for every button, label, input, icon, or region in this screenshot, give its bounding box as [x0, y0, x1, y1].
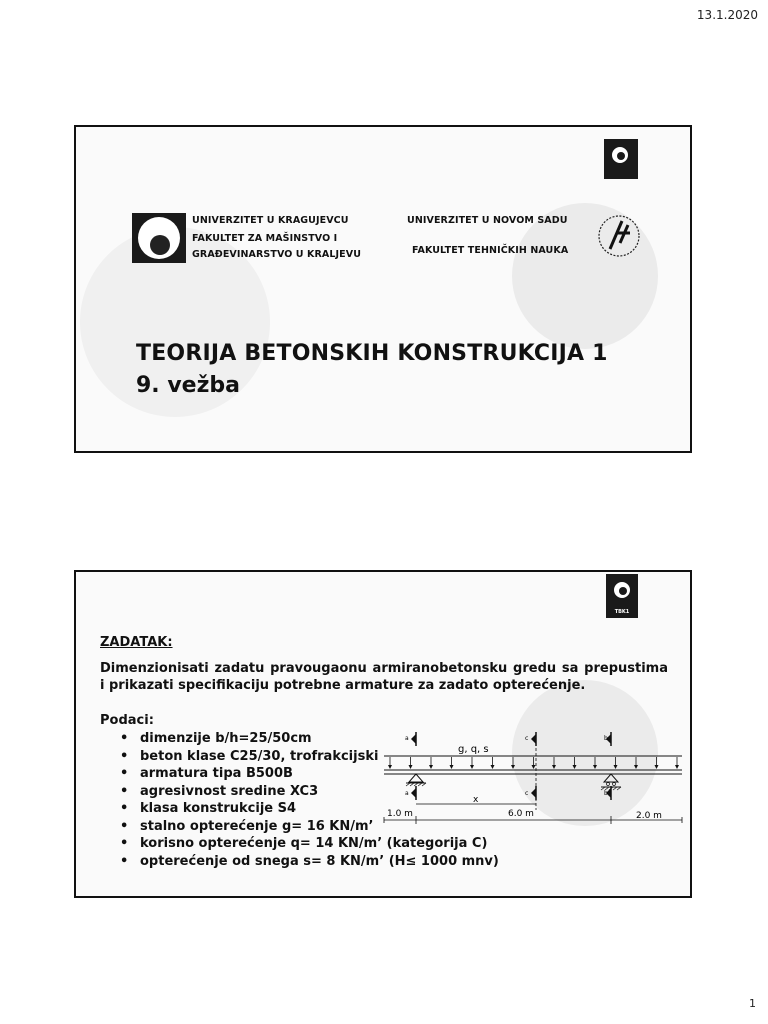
faculty-kraljevo-line2: GRAĐEVINARSTVO U KRALJEVU: [192, 249, 362, 260]
list-item: • korisno opterećenje q= 14 KN/m’ (kategorija C): [120, 835, 499, 853]
section-marker-a-top: [405, 732, 416, 746]
list-item: • agresivnost sredine XC3: [120, 783, 499, 801]
section-marker-c-top: [525, 732, 536, 746]
load-arrow-head: [532, 765, 536, 769]
load-arrow-head: [675, 765, 679, 769]
page-date: 13.1.2020: [696, 8, 758, 22]
load-arrows: [388, 757, 679, 769]
beam-diagram: [376, 730, 688, 826]
span-main-label: 6.0 m: [508, 809, 534, 819]
section-marker-a-bottom: [405, 786, 416, 800]
load-arrow-head: [470, 765, 474, 769]
university-novi-sad-name: UNIVERZITET U NOVOM SADU: [407, 215, 568, 226]
task-description: Dimenzionisati zadatu pravougaonu armiranobetonsku gredu sa prepustima i prikazati specifikaciju potrebne armature za zadato opterećenje.: [100, 661, 668, 693]
section-label: b: [604, 790, 608, 797]
section-marker-b-top: [604, 732, 611, 746]
faculty-technical-sciences: FAKULTET TEHNIČKIH NAUKA: [412, 245, 569, 256]
corner-logo: [604, 139, 638, 179]
load-arrow-head: [491, 765, 495, 769]
page-number: 1: [749, 997, 756, 1010]
list-item: • armatura tipa B500B: [120, 765, 499, 783]
load-arrow-head: [388, 765, 392, 769]
load-arrow-head: [573, 765, 577, 769]
section-label: c: [525, 790, 529, 797]
section-label: a: [405, 790, 409, 797]
university-kragujevac-name: UNIVERZITET U KRAGUJEVCU: [192, 215, 349, 226]
load-arrow-head: [511, 765, 515, 769]
load-arrow-head: [552, 765, 556, 769]
load-arrow-head: [429, 765, 433, 769]
task-slide: [74, 570, 692, 898]
load-arrow-head: [655, 765, 659, 769]
support-left: [406, 774, 426, 786]
span-right-label: 2.0 m: [636, 811, 662, 821]
x-label: x: [473, 795, 479, 805]
corner-logo: [606, 574, 638, 618]
course-title: TEORIJA BETONSKIH KONSTRUKCIJA 1: [136, 341, 608, 366]
load-label: g, q, s: [458, 744, 489, 755]
list-item: • dimenzije b/h=25/50cm: [120, 730, 499, 748]
span-left-label: 1.0 m: [387, 809, 413, 819]
load-arrow-head: [593, 765, 597, 769]
exercise-number: 9. vežba: [136, 373, 240, 398]
list-item: • beton klase C25/30, trofrakcijski: [120, 748, 499, 766]
section-marker-c-bottom: [525, 786, 536, 800]
section-label: a: [405, 735, 409, 742]
kragujevac-logo: [132, 213, 186, 263]
faculty-kraljevo-line1: FAKULTET ZA MAŠINSTVO I: [192, 233, 338, 244]
load-arrow-head: [634, 765, 638, 769]
list-item: • stalno opterećenje g= 16 KN/m’: [120, 818, 499, 836]
load-arrow-head: [409, 765, 413, 769]
load-arrow-head: [450, 765, 454, 769]
ftn-logo: [596, 213, 642, 259]
section-label: c: [525, 735, 529, 742]
corner-logo-tag: TBK1: [614, 609, 630, 615]
load-arrow-head: [614, 765, 618, 769]
task-heading: ZADATAK:: [100, 635, 173, 650]
section-label: b: [604, 735, 608, 742]
data-heading: Podaci:: [100, 713, 154, 728]
title-slide: [74, 125, 692, 453]
list-item: • klasa konstrukcije S4: [120, 800, 499, 818]
list-item: • opterećenje od snega s= 8 KN/m’ (H≤ 1000 mnv): [120, 853, 499, 871]
